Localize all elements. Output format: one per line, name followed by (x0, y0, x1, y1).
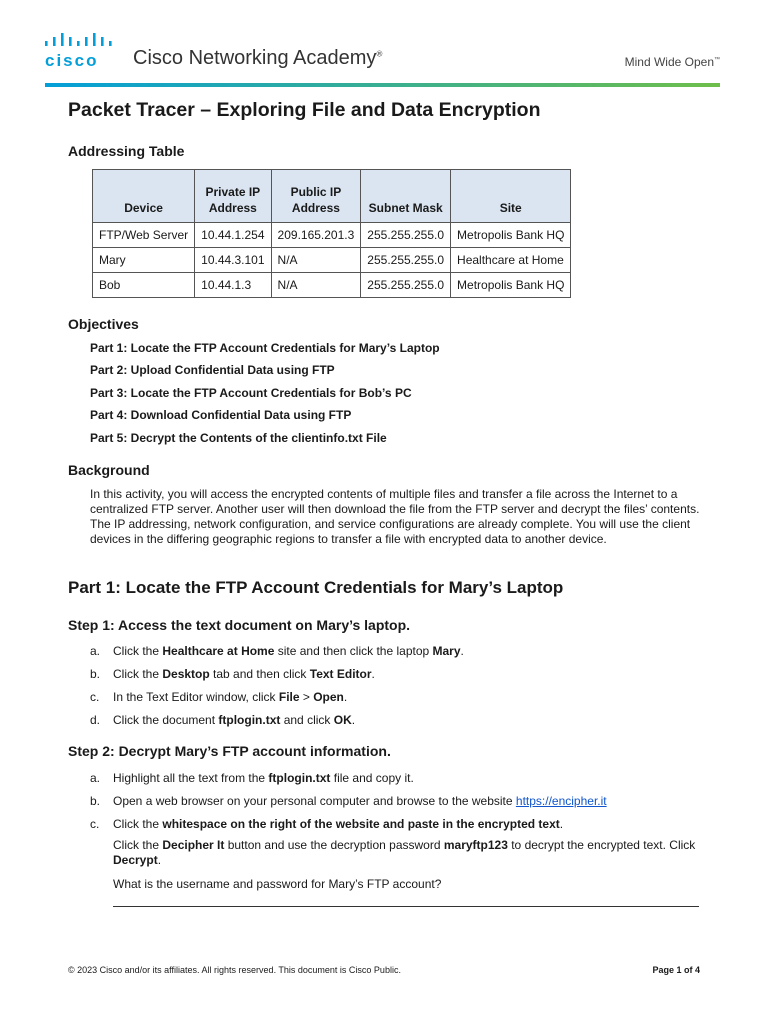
table-cell: 10.44.3.101 (195, 248, 271, 273)
part1-heading: Part 1: Locate the FTP Account Credentials for Mary’s Laptop (68, 578, 564, 597)
list-item: d. Click the document ftplogin.txt and click OK. (90, 713, 356, 727)
list-item: c. Click the whitespace on the right of the website and paste in the encrypted text. (90, 817, 564, 831)
table-cell: 255.255.255.0 (361, 223, 451, 248)
encipher-link[interactable]: https://encipher.it (515, 794, 607, 808)
column-header: Public IP Address (271, 170, 361, 223)
table-row (93, 223, 571, 248)
academy-name: Cisco Networking Academy® (133, 47, 383, 69)
table-cell: Metropolis Bank HQ (451, 273, 571, 298)
table-cell: Mary (93, 248, 195, 273)
list-item: c. In the Text Editor window, click File > Open. (90, 690, 348, 704)
objectives-heading: Objectives (68, 316, 139, 332)
list-item: a. Click the Healthcare at Home site and then click the laptop Mary. (90, 644, 464, 658)
cisco-wordmark: cisco (45, 51, 99, 70)
tagline: Mind Wide Open™ (624, 55, 720, 69)
footer-copyright: © 2023 Cisco and/or its affiliates. All rights reserved. This document is Cisco Public. (68, 965, 401, 975)
answer-line[interactable] (113, 906, 699, 907)
objective-item: Part 3: Locate the FTP Account Credentials for Bob’s PC (90, 386, 412, 400)
objective-item: Part 1: Locate the FTP Account Credentials for Mary’s Laptop (90, 341, 440, 355)
header-rule (45, 83, 720, 87)
table-row (93, 273, 571, 298)
page-title: Packet Tracer – Exploring File and Data Encryption (68, 99, 541, 121)
step2-question: What is the username and password for Mary’s FTP account? (113, 877, 442, 891)
objective-item: Part 5: Decrypt the Contents of the clientinfo.txt File (90, 431, 387, 445)
objective-item: Part 2: Upload Confidential Data using FTP (90, 363, 335, 377)
table-cell: Metropolis Bank HQ (451, 223, 571, 248)
table-header-row (93, 170, 571, 223)
table-cell: N/A (271, 248, 361, 273)
column-header: Private IP Address (195, 170, 271, 223)
addressing-table-heading: Addressing Table (68, 143, 185, 159)
table-cell: Healthcare at Home (451, 248, 571, 273)
table-cell: 255.255.255.0 (361, 248, 451, 273)
table-cell: 10.44.1.3 (195, 273, 271, 298)
table-cell: 10.44.1.254 (195, 223, 271, 248)
step1-list (90, 644, 710, 736)
background-paragraph: In this activity, you will access the encrypted contents of multiple files and transfer a file across the Internet to a centralized FTP server. Another user will then download the file from the FTP server and decrypt the files’ contents. The IP addressing, network configuration, and service configurations are already complete. You will use the client devices in the differing geographic regions to transfer a file with encrypted data to another device. (90, 487, 700, 546)
table-cell: FTP/Web Server (93, 223, 195, 248)
table-cell: 255.255.255.0 (361, 273, 451, 298)
table-cell: Bob (93, 273, 195, 298)
column-header: Site (451, 170, 571, 223)
list-item: b. Open a web browser on your personal computer and browse to the website https://encipher.it (90, 794, 607, 808)
list-item: a. Highlight all the text from the ftplogin.txt file and copy it. (90, 771, 414, 785)
step2-c-detail: Click the Decipher It button and use the decryption password maryftp123 to decrypt the encrypted text. Click Decrypt. (113, 838, 696, 867)
table-cell: N/A (271, 273, 361, 298)
list-item: b. Click the Desktop tab and then click Text Editor. (90, 667, 375, 681)
step1-heading: Step 1: Access the text document on Mary’s laptop. (68, 617, 411, 633)
page-header (0, 0, 768, 88)
cisco-logo-icon (45, 33, 115, 49)
background-heading: Background (68, 462, 150, 478)
step2-list (90, 771, 710, 840)
objective-item: Part 4: Download Confidential Data using FTP (90, 408, 352, 422)
step2-heading: Step 2: Decrypt Mary’s FTP account information. (68, 743, 391, 759)
column-header: Subnet Mask (361, 170, 451, 223)
footer-page-number: Page 1 of 4 (652, 965, 700, 975)
addressing-table (92, 169, 571, 298)
table-cell: 209.165.201.3 (271, 223, 361, 248)
column-header: Device (93, 170, 195, 223)
table-row (93, 248, 571, 273)
